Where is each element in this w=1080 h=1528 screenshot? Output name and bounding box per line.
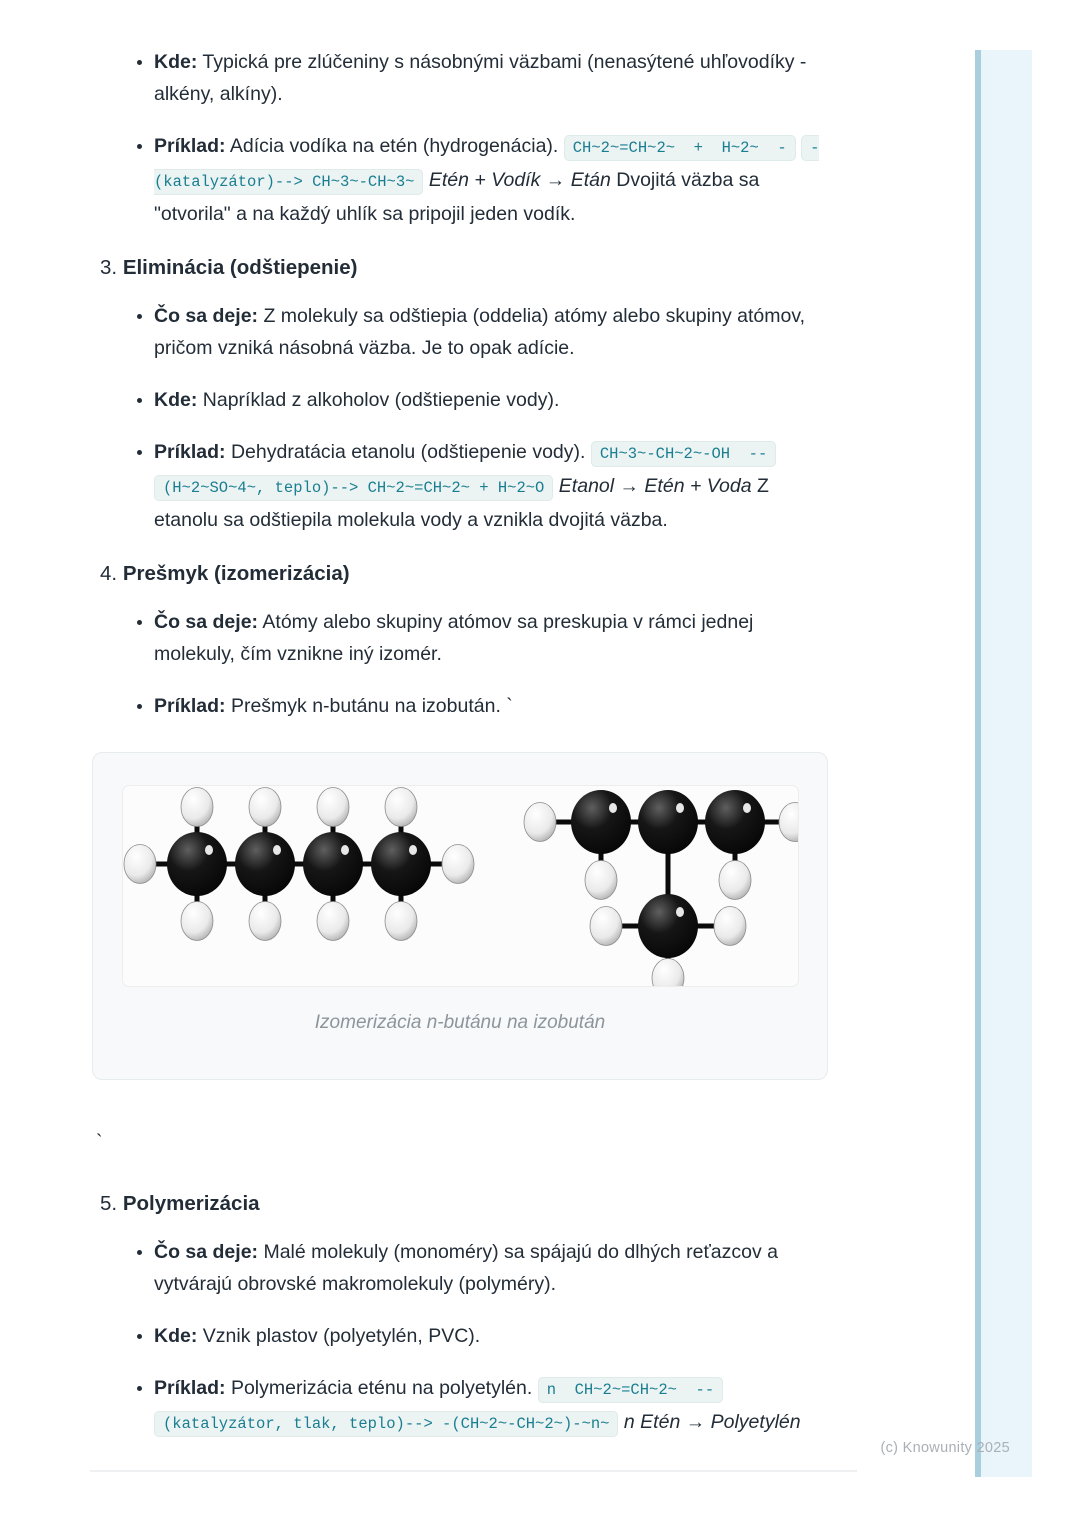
bullet-priklad xyxy=(154,130,832,230)
bullet-text: Vznik plastov (polyetylén, PVC). xyxy=(202,1325,481,1347)
bullet-label: Príklad: xyxy=(154,441,226,463)
reaction-summary-italic: n Etén → xyxy=(623,1411,706,1433)
code-formula: -(katalyzátor)--> CH~3~-CH~3~ xyxy=(154,135,819,195)
bullet-label: Príklad: xyxy=(154,135,226,157)
copyright-text: (c) Knowunity 2025 xyxy=(880,1440,1010,1456)
molecule-diagram xyxy=(123,786,798,986)
section-heading-eliminacia xyxy=(100,254,832,282)
molecule-image xyxy=(123,786,798,986)
bullet-text: Dvojitá väzba sa "otvorila" a na každý uhlík sa pripojil jeden vodík. xyxy=(154,169,760,225)
right-margin-stripe xyxy=(975,50,1032,1477)
bullet-priklad xyxy=(154,436,832,536)
bullet-label: Kde: xyxy=(154,51,198,73)
heading-number: 3. xyxy=(100,256,118,279)
figure-card xyxy=(92,752,828,1080)
bullet-text: Polymerizácia eténu na polyetylén. xyxy=(230,1377,533,1399)
bullet-text: Dehydratácia etanolu (odštiepenie vody). xyxy=(230,441,586,463)
document-content xyxy=(92,0,832,1460)
reaction-summary-italic: Polyetylén xyxy=(710,1411,801,1433)
bullet-label: Čo sa deje: xyxy=(154,305,259,327)
heading-title: Polymerizácia xyxy=(122,1192,260,1215)
stray-backtick: ` xyxy=(96,1131,103,1153)
bullet-label: Príklad: xyxy=(154,1377,226,1399)
code-formula: CH~3~-CH~2~-OH -- xyxy=(591,441,776,467)
bullet-text: Z etanolu sa odštiepila molekula vody a vznikla dvojitá väzba. xyxy=(154,475,769,531)
heading-title: Eliminácia (odštiepenie) xyxy=(122,256,358,279)
bullet-text: Malé molekuly (monoméry) sa spájajú do dlhých reťazcov a vytvárajú obrovské makromolekuly (polyméry). xyxy=(154,1241,779,1295)
bullet-kde xyxy=(154,46,832,110)
bullet-label: Príklad: xyxy=(154,695,226,717)
figure-caption: Izomerizácia n-butánu na izobután xyxy=(314,1012,606,1033)
bullet-text: Napríklad z alkoholov (odštiepenie vody). xyxy=(202,389,560,411)
bullet-co-sa-deje xyxy=(154,606,832,670)
code-formula: (H~2~SO~4~, teplo)--> CH~2~=CH~2~ + H~2~O xyxy=(154,475,553,501)
bullet-label: Kde: xyxy=(154,389,198,411)
bullet-text: Atómy alebo skupiny atómov sa preskupia v rámci jednej molekuly, čím vznikne iný izomér. xyxy=(154,611,754,665)
reaction-summary-italic: Etén + Vodík → Etán xyxy=(428,169,611,191)
bullet-text: Prešmyk n-butánu na izobután. ` xyxy=(230,695,513,717)
heading-number: 4. xyxy=(100,562,118,585)
bullet-priklad xyxy=(154,690,832,722)
heading-title: Prešmyk (izomerizácia) xyxy=(122,562,350,585)
bullet-label: Čo sa deje: xyxy=(154,611,259,633)
code-formula: (katalyzátor, tlak, teplo)--> -(CH~2~-CH~2~)-~n~ xyxy=(154,1411,618,1437)
reaction-summary-italic: Etanol → Etén + Voda xyxy=(558,475,752,497)
bullet-label: Čo sa deje: xyxy=(154,1241,259,1263)
code-formula: CH~2~=CH~2~ + H~2~ - xyxy=(564,135,796,161)
bottom-divider xyxy=(90,1470,857,1472)
code-formula: n CH~2~=CH~2~ -- xyxy=(538,1377,723,1403)
eliminacia-bullet-list xyxy=(92,300,832,536)
bullet-label: Kde: xyxy=(154,1325,198,1347)
polymerizacia-bullet-list xyxy=(92,1236,832,1440)
bullet-kde xyxy=(154,1320,832,1352)
bullet-priklad xyxy=(154,1372,832,1440)
bullet-text: Z molekuly sa odštiepia (oddelia) atómy alebo skupiny atómov, pričom vzniká násobná väzba. Je to opak adície. xyxy=(154,305,806,359)
bullet-co-sa-deje xyxy=(154,1236,832,1300)
bullet-co-sa-deje xyxy=(154,300,832,364)
section-heading-polymerizacia xyxy=(100,1190,832,1218)
heading-number: 5. xyxy=(100,1192,118,1215)
bullet-text: Typická pre zlúčeniny s násobnými väzbami (nenasýtené uhľovodíky - alkény, alkíny). xyxy=(154,51,807,105)
adicia-bullet-list xyxy=(92,46,832,230)
bullet-kde xyxy=(154,384,832,416)
section-heading-presmyk xyxy=(100,560,832,588)
presmyk-bullet-list xyxy=(92,606,832,722)
bullet-text: Adícia vodíka na etén (hydrogenácia). xyxy=(229,135,559,157)
